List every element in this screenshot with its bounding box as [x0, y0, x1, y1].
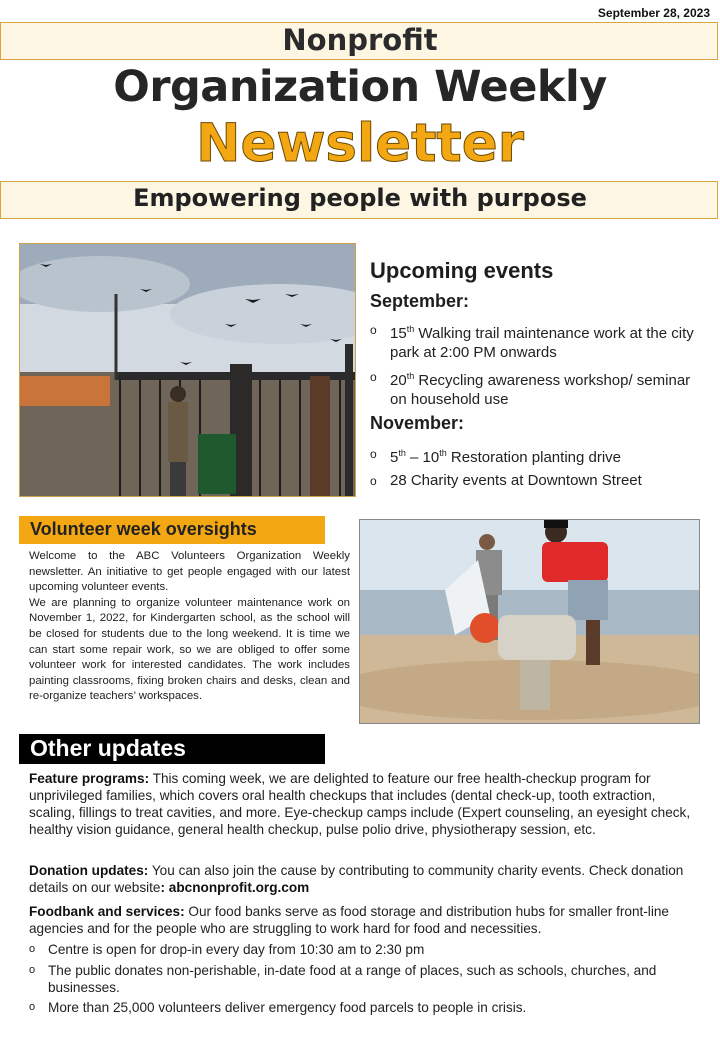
- foodbank-list-item: o The public donates non-perishable, in-date food at a range of places, such as schools, churches, and businesses.: [29, 963, 657, 995]
- other-updates-heading: Other updates: [30, 735, 186, 761]
- event-item: o 15th Walking trail maintenance work at the city park at 2:00 PM onwards: [370, 323, 694, 361]
- bullet-icon: o: [29, 1001, 36, 1013]
- foodbank-text: Our food banks serve as food storage and distribution hubs for smaller front-line agencies and for the people who are struggling to work hard for food and necessities.: [29, 904, 669, 936]
- donation-updates-section: [29, 862, 694, 896]
- beach-illustration: [360, 520, 700, 724]
- bullet-icon: o: [370, 474, 377, 488]
- newsletter-date: September 28, 2023: [597, 6, 710, 20]
- bullet-icon: o: [29, 964, 36, 976]
- photo-beach-cleanup: [359, 519, 700, 724]
- bullet-icon: o: [370, 447, 377, 461]
- event-item: o 20th Recycling awareness workshop/ seminar on household use: [370, 370, 691, 408]
- november-heading: November:: [370, 413, 465, 433]
- tagline: Empowering people with purpose: [133, 184, 587, 212]
- title-organization-weekly: Organization Weekly: [113, 62, 607, 112]
- september-heading: September:: [370, 291, 470, 311]
- event-item: o 5th – 10th Restoration planting drive: [370, 447, 622, 466]
- donation-website-link[interactable]: : abcnonprofit.org.com: [160, 880, 310, 895]
- other-updates-heading-bar: [19, 734, 325, 764]
- event-item: o 28 Charity events at Downtown Street: [370, 472, 642, 489]
- donation-updates-label: Donation updates:: [29, 863, 149, 878]
- title-nonprofit: Nonprofit: [282, 23, 438, 57]
- foodbank-list-item: o Centre is open for drop-in every day from 10:30 am to 2:30 pm: [29, 942, 425, 957]
- feature-programs-section: [29, 770, 694, 838]
- upcoming-events-heading: Upcoming events: [370, 258, 554, 283]
- foodbank-label: Foodbank and services:: [29, 904, 185, 919]
- feature-programs-label: Feature programs:: [29, 771, 150, 786]
- foodbank-list-item: o More than 25,000 volunteers deliver emergency food parcels to people in crisis.: [29, 1000, 527, 1015]
- volunteer-paragraph-1: Welcome to the ABC Volunteers Organization Weekly newsletter. An initiative to get people engaged with our latest upcoming volunteer events.: [29, 550, 350, 594]
- waterfront-illustration: [20, 244, 356, 497]
- foodbank-section: [29, 903, 694, 937]
- bullet-icon: o: [370, 323, 377, 337]
- feature-programs-text: This coming week, we are delighted to feature our free health-checkup program for unprivileged families, which covers oral health checkups that includes (dental check-up, tooth extraction, scaling, fillings to treat cavities, and more. Eye-checkup camps include (Expert counseling, an eyesight check, healthy vision guidance, general health checkup, pulse polio drive, physiotherapy session, etc.: [29, 771, 691, 837]
- volunteer-week-body: [29, 549, 350, 705]
- volunteer-paragraph-2: We are planning to organize volunteer maintenance work on November 1, 2022, for Kindergarten school, as the school will be closed for students due to the long weekend. It is time we can start some repair work, so we are obliged to offer some volunteer work for interested candidates. The work includes painting classrooms, fixing broken chairs and desks, clean and re-organize teachers’ workspaces.: [29, 596, 350, 703]
- bullet-icon: o: [370, 370, 377, 384]
- photo-volunteer-waterfront: [19, 243, 356, 497]
- title-newsletter: Newsletter: [196, 113, 524, 174]
- donation-updates-text: You can also join the cause by contributing to community charity events. Check donation details on our website: [29, 863, 684, 895]
- volunteer-week-heading-bar: [19, 516, 325, 544]
- volunteer-week-heading: Volunteer week oversights: [30, 519, 257, 539]
- bullet-icon: o: [29, 943, 36, 955]
